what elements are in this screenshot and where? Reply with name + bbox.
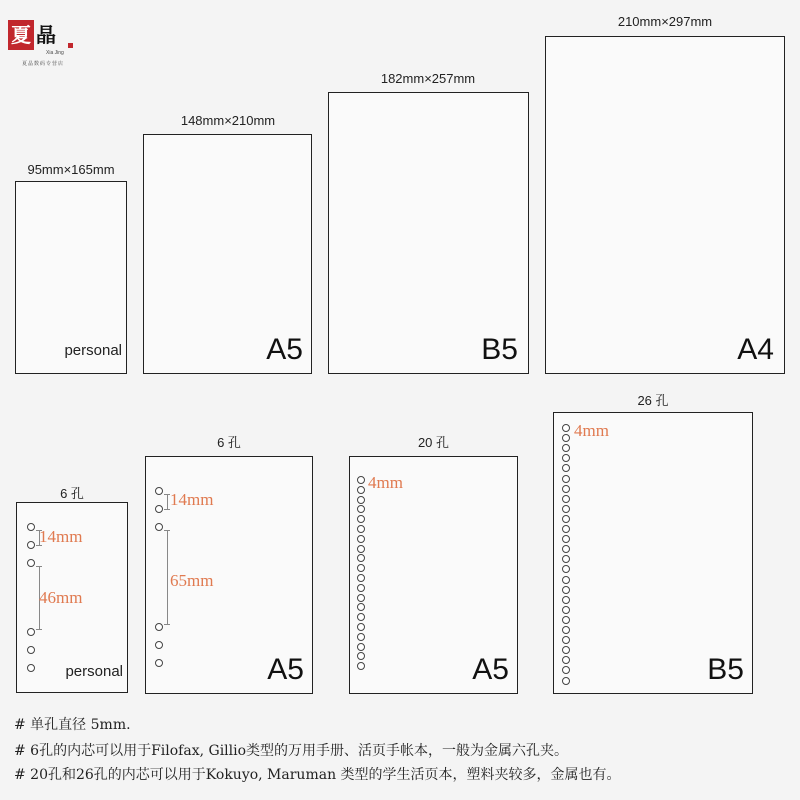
hole (155, 659, 163, 667)
sheet-b5-26-hole (553, 412, 753, 694)
hole (27, 541, 35, 549)
hole (562, 424, 570, 432)
logo-char-2: 晶 (36, 23, 56, 47)
hole (155, 641, 163, 649)
hole (562, 626, 570, 634)
sheet-personal-6-hole (16, 502, 128, 693)
hole (357, 505, 365, 513)
hole (562, 616, 570, 624)
hole (27, 559, 35, 567)
hole (562, 576, 570, 584)
hole (562, 646, 570, 654)
sheet-a5-6-hole (145, 456, 313, 694)
hole (562, 454, 570, 462)
hole (357, 496, 365, 504)
holes-personal-label: 6 孔 (60, 486, 84, 501)
hole (562, 485, 570, 493)
hole (562, 525, 570, 533)
holes-a5-6-label: 6 孔 (217, 435, 241, 450)
sheet-a5-20-hole-label: A5 (472, 653, 509, 686)
spacing-small: 14mm (170, 490, 214, 509)
hole (357, 476, 365, 484)
hole (357, 623, 365, 631)
spacing-large: 46mm (39, 588, 83, 607)
hole (357, 613, 365, 621)
measure-line (167, 530, 168, 624)
sheet-a4-label: A4 (737, 333, 774, 366)
sheet-personal-6-hole-label: personal (65, 663, 123, 680)
hole (562, 444, 570, 452)
spacing-large: 65mm (170, 571, 214, 590)
hole (357, 584, 365, 592)
hole (357, 564, 365, 572)
hole (357, 643, 365, 651)
sheet-a5-20-hole (349, 456, 518, 694)
hole (27, 646, 35, 654)
hole (562, 596, 570, 604)
note-20-26-hole-usage: # 20孔和26孔的内芯可以用于Kokuyo, Maruman 类型的学生活页本，塑料夹较多，金属也有。 (14, 767, 621, 783)
sheet-personal-label: personal (64, 342, 122, 359)
logo-sub: Xia Jing (46, 50, 64, 56)
hole (562, 565, 570, 573)
logo-dot (68, 43, 73, 48)
hole (562, 535, 570, 543)
hole-spacing: 4mm (368, 473, 403, 492)
hole-spacing: 4mm (574, 421, 609, 440)
hole (357, 525, 365, 533)
size-personal-dim: 95mm×165mm (27, 162, 115, 177)
hole (155, 523, 163, 531)
holes-b5-26-label: 26 孔 (637, 393, 669, 408)
hole (562, 515, 570, 523)
sheet-a5-6-hole-label: A5 (267, 653, 304, 686)
hole (357, 652, 365, 660)
logo-char-1: 夏 (8, 20, 34, 50)
hole (357, 545, 365, 553)
spacing-small: 14mm (39, 527, 83, 546)
hole (357, 603, 365, 611)
hole (357, 574, 365, 582)
hole (357, 486, 365, 494)
hole (562, 475, 570, 483)
sheet-b5 (328, 92, 529, 374)
hole (562, 656, 570, 664)
hole (562, 586, 570, 594)
hole (155, 505, 163, 513)
logo-store: 夏晶数码专营店 (21, 61, 64, 67)
holes-a5-20-label: 20 孔 (417, 435, 450, 450)
sheet-b5-26-hole-label: B5 (707, 653, 744, 686)
hole (155, 487, 163, 495)
hole (562, 545, 570, 553)
measure-tick (164, 624, 170, 625)
sheet-a4 (545, 36, 785, 374)
hole (562, 434, 570, 442)
note-six-hole-usage: # 6孔的内芯可以用于Filofax, Gillio类型的万用手册、活页手帐本，一般为金属六孔夹。 (14, 743, 569, 759)
hole (562, 555, 570, 563)
hole (155, 623, 163, 631)
hole (357, 535, 365, 543)
sheet-a5 (143, 134, 312, 374)
sheet-b5-label: B5 (481, 333, 518, 366)
brand-logo (8, 20, 78, 78)
hole (562, 666, 570, 674)
hole (562, 464, 570, 472)
measure-line (167, 494, 168, 509)
hole (562, 677, 570, 685)
size-b5-dim: 182mm×257mm (380, 71, 476, 86)
measure-tick (36, 629, 42, 630)
hole (562, 606, 570, 614)
sheet-personal (15, 181, 127, 374)
hole (357, 594, 365, 602)
hole (562, 636, 570, 644)
hole (357, 633, 365, 641)
hole (357, 515, 365, 523)
note-hole-diameter: # 单孔直径 5mm. (14, 717, 131, 733)
hole (27, 628, 35, 636)
hole (562, 495, 570, 503)
sheet-a5-label: A5 (266, 333, 303, 366)
hole (27, 523, 35, 531)
size-a4-dim: 210mm×297mm (617, 14, 713, 29)
hole (357, 554, 365, 562)
hole (562, 505, 570, 513)
hole (27, 664, 35, 672)
hole (357, 662, 365, 670)
size-a5-dim: 148mm×210mm (180, 113, 276, 128)
